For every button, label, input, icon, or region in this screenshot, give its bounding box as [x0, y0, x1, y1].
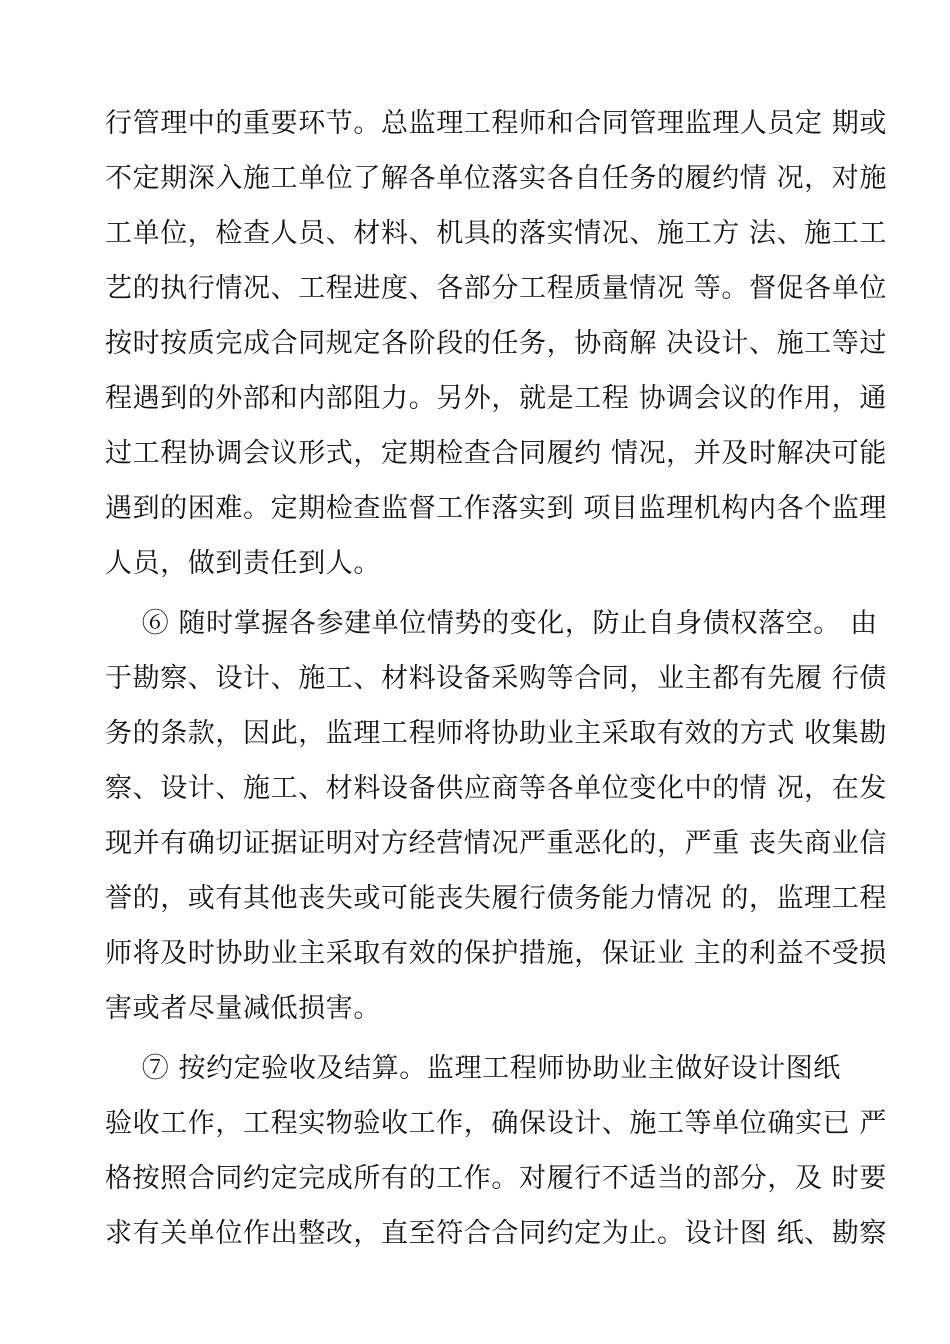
text-line: 格按照合同约定完成所有的工作。对履行不适当的部分，及 时要 [105, 1163, 887, 1194]
text-line: 不定期深入施工单位了解各单位落实各自任务的履约情 况，对施 [105, 163, 887, 194]
paragraph-contract-management [105, 96, 887, 591]
paragraph-item-7 [105, 1041, 887, 1261]
text-line: ⑥ 随时掌握各参建单位情势的变化，防止自身债权落空。 由 [105, 608, 878, 639]
text-line: 害或者尽量减低损害。 [105, 993, 381, 1024]
text-line: 于勘察、设计、施工、材料设备采购等合同，业主都有先履 行债 [105, 663, 887, 694]
text-line: 现并有确切证据证明对方经营情况严重恶化的，严重 丧失商业信 [105, 828, 887, 859]
text-line: 艺的执行情况、工程进度、各部分工程质量情况 等。督促各单位 [105, 273, 887, 304]
text-line: 师将及时协助业主采取有效的保护措施，保证业 主的利益不受损 [105, 938, 887, 969]
text-line: 务的条款，因此，监理工程师将协助业主采取有效的方式 收集勘 [105, 718, 887, 749]
text-line: 行管理中的重要环节。总监理工程师和合同管理监理人员定 期或 [105, 108, 887, 139]
text-line: 过工程协调会议形式，定期检查合同履约 情况，并及时解决可能 [105, 438, 887, 469]
text-line: 人员，做到责任到人。 [105, 548, 381, 579]
text-line: 求有关单位作出整改，直至符合合同约定为止。设计图 纸、勘察 [105, 1218, 887, 1249]
text-line: 察、设计、施工、材料设备供应商等各单位变化中的情 况，在发 [105, 773, 887, 804]
text-line: 工单位，检查人员、材料、机具的落实情况、施工方 法、施工工 [105, 218, 887, 249]
text-line: 誉的，或有其他丧失或可能丧失履行债务能力情况 的，监理工程 [105, 883, 887, 914]
text-line: 按时按质完成合同规定各阶段的任务，协商解 决设计、施工等过 [105, 328, 887, 359]
text-line: 遇到的困难。定期检查监督工作落实到 项目监理机构内各个监理 [105, 493, 887, 524]
text-line: 程遇到的外部和内部阻力。另外，就是工程 协调会议的作用，通 [105, 383, 887, 414]
text-line: ⑦ 按约定验收及结算。监理工程师协助业主做好设计图纸 [105, 1053, 841, 1084]
document-body [105, 96, 887, 1261]
text-line: 验收工作，工程实物验收工作，确保设计、施工等单位确实已 严 [105, 1108, 887, 1139]
paragraph-item-6 [105, 596, 887, 1036]
